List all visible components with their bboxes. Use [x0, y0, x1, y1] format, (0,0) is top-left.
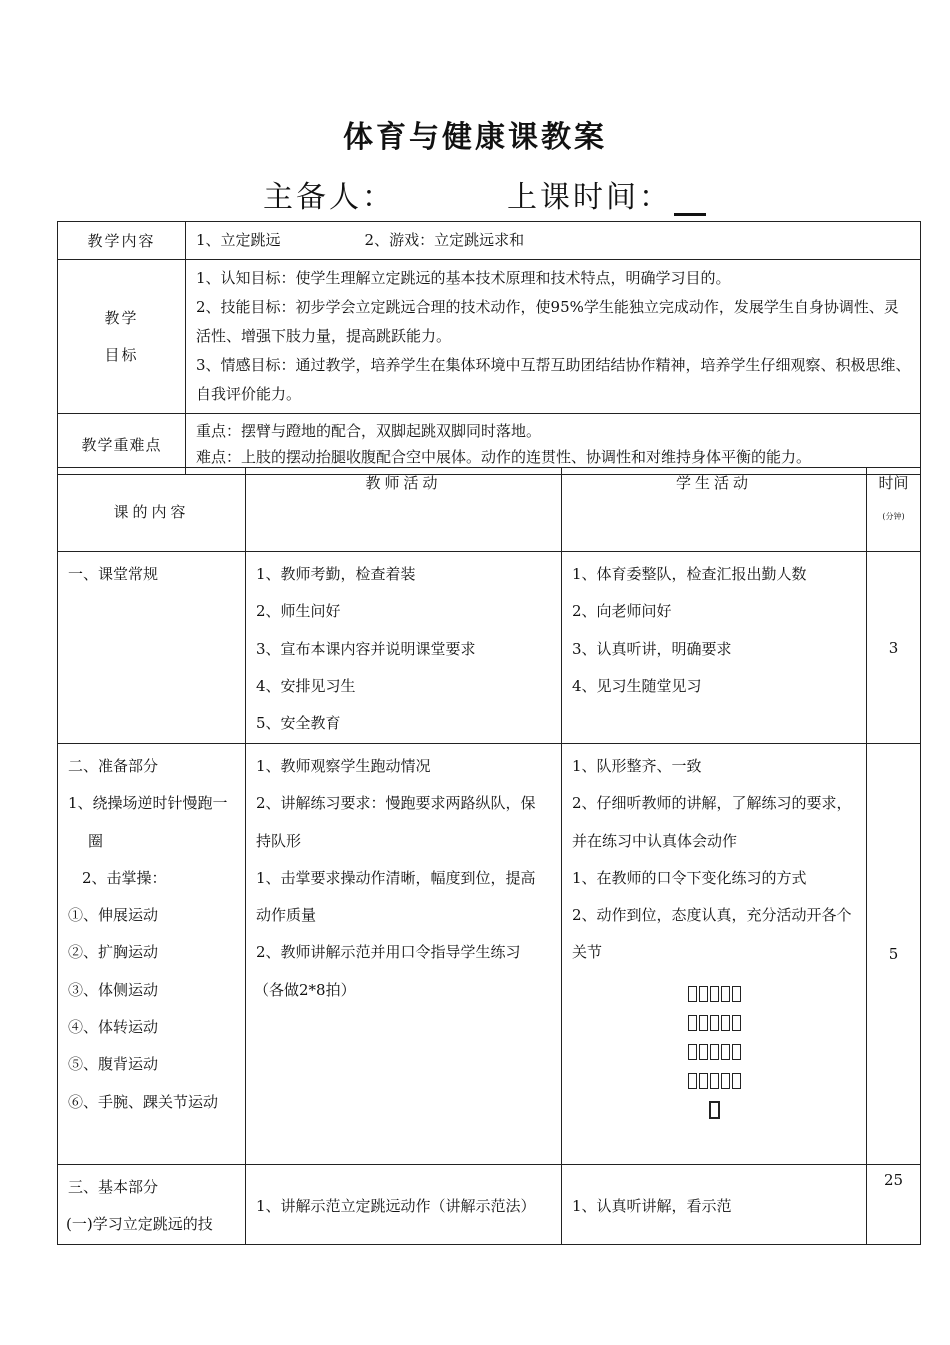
course-line: 1、绕操场逆时针慢跑一	[68, 794, 228, 813]
teacher-line: 5、安全教育	[256, 714, 341, 733]
section-routine	[58, 552, 921, 744]
info-table	[57, 221, 921, 475]
goals-row	[58, 260, 921, 414]
content-item-1: 1、立定跳远	[196, 231, 281, 249]
main-course	[58, 1165, 246, 1245]
section-main	[58, 1165, 921, 1245]
student-line: 并在练习中认真体会动作	[572, 831, 738, 850]
goals-label-line-1: 教学	[104, 308, 139, 327]
teacher-line: 1、教师观察学生跑动情况	[256, 757, 431, 775]
key-points-text	[186, 414, 921, 475]
student-line: 2、向老师问好	[572, 602, 672, 621]
main-time: 25	[867, 1165, 921, 1245]
formation-diagram	[562, 980, 866, 1125]
student-line: 3、认真听讲，明确要求	[572, 639, 732, 658]
key-points-row	[58, 414, 921, 475]
warmup-student	[562, 744, 867, 1165]
formation-row	[562, 1009, 866, 1038]
course-line: ①、伸展运动	[68, 906, 159, 925]
key-points-label: 教学重难点	[58, 414, 186, 475]
goals-label	[58, 260, 186, 414]
goal-3: 3、情感目标：通过教学，培养学生在集体环境中互帮互助团结结协作精神，培养学生仔细观察、积极思维、自我评价能力。	[196, 356, 911, 403]
formation-row	[562, 1067, 866, 1096]
routine-course	[58, 552, 246, 744]
content-label: 教学内容	[58, 222, 186, 260]
student-line: 1、在教师的口令下变化练习的方式	[572, 868, 807, 887]
course-line: 2、击掌操：	[82, 868, 167, 887]
routine-student	[562, 552, 867, 744]
key-point: 重点：摆臂与蹬地的配合，双脚起跳双脚同时落地。	[196, 422, 542, 440]
content-items	[186, 222, 921, 260]
course-line: ⑤、腹背运动	[68, 1055, 159, 1074]
course-line: ②、扩胸运动	[68, 943, 159, 962]
course-line: 圈	[88, 831, 104, 850]
plan-header-row	[58, 468, 921, 552]
teacher-line: 持队形	[256, 831, 302, 850]
teacher-line: 2、教师讲解示范并用口令指导学生练习	[256, 943, 521, 962]
header-course: 课的内容	[58, 468, 246, 552]
teacher-line: 1、击掌要求操动作清晰，幅度到位，提高	[256, 868, 536, 887]
course-line: 三、基本部分	[68, 1178, 159, 1196]
goals-text	[186, 260, 921, 414]
main-teacher	[246, 1165, 562, 1245]
formation-row	[562, 980, 866, 1009]
student-line: 关节	[572, 943, 603, 962]
teacher-line: 2、师生问好	[256, 602, 341, 621]
plan-table	[57, 467, 921, 1245]
routine-time: 3	[867, 552, 921, 744]
student-line: 2、仔细听教师的讲解，了解练习的要求，	[572, 794, 852, 813]
header-time-label: 时间	[878, 474, 909, 492]
class-time-blank	[674, 181, 706, 216]
teacher-line: 2、讲解练习要求：慢跑要求两路纵队，保	[256, 794, 536, 813]
document-title: 体育与健康课教案	[343, 120, 607, 155]
course-line: (一)学习立定跳远的技	[66, 1215, 213, 1234]
course-line: ⑥、手腕、踝关节运动	[68, 1092, 219, 1111]
section-warmup	[58, 744, 921, 1165]
header-time	[867, 468, 921, 552]
student-line: 1、体育委整队，检查汇报出勤人数	[572, 565, 807, 583]
routine-teacher	[246, 552, 562, 744]
teacher-line: 1、讲解示范立定跳远动作（讲解示范法）	[256, 1196, 536, 1215]
teacher-line: 动作质量	[256, 906, 317, 925]
course-line: 一、课堂常规	[68, 565, 159, 583]
student-line: 4、见习生随堂见习	[572, 676, 702, 695]
preparer-label: 主备人：	[263, 180, 395, 215]
goal-1: 1、认知目标：使学生理解立定跳远的基本技术原理和技术特点，明确学习目的。	[196, 269, 731, 287]
header-fields	[263, 172, 706, 216]
teacher-line: 3、宣布本课内容并说明课堂要求	[256, 639, 476, 658]
student-line: 1、认真听讲解，看示范	[572, 1196, 732, 1215]
class-time-label: 上课时间：	[507, 180, 672, 215]
course-line: ③、体侧运动	[68, 980, 159, 999]
main-student	[562, 1165, 867, 1245]
teacher-line: 1、教师考勤，检查着装	[256, 565, 416, 583]
student-line: 1、队形整齐、一致	[572, 757, 702, 775]
teacher-line: 4、安排见习生	[256, 676, 356, 695]
header-time-unit: (分钟)	[882, 512, 905, 521]
goal-2: 2、技能目标：初步学会立定跳远合理的技术动作，使95%学生能独立完成动作，发展学生自身协调性、灵活性、增强下肢力量，提高跳跃能力。	[196, 298, 899, 345]
header-student: 学生活动	[562, 468, 867, 552]
content-item-2: 2、游戏：立定跳远求和	[364, 231, 525, 249]
course-line: ④、体转运动	[68, 1018, 159, 1037]
header-teacher: 教师活动	[246, 468, 562, 552]
teacher-line: （各做2*8拍）	[254, 980, 356, 999]
warmup-time: 5	[867, 744, 921, 1165]
content-row	[58, 222, 921, 260]
difficult-point: 难点：上肢的摆动抬腿收腹配合空中展体。动作的连贯性、协调性和对维持身体平衡的能力。	[196, 448, 812, 466]
warmup-course	[58, 744, 246, 1165]
formation-teacher	[562, 1096, 866, 1125]
formation-row	[562, 1038, 866, 1067]
course-line: 二、准备部分	[68, 757, 159, 775]
student-line: 2、动作到位，态度认真，充分活动开各个	[572, 906, 852, 925]
warmup-teacher	[246, 744, 562, 1165]
goals-label-line-2: 目标	[104, 345, 139, 364]
